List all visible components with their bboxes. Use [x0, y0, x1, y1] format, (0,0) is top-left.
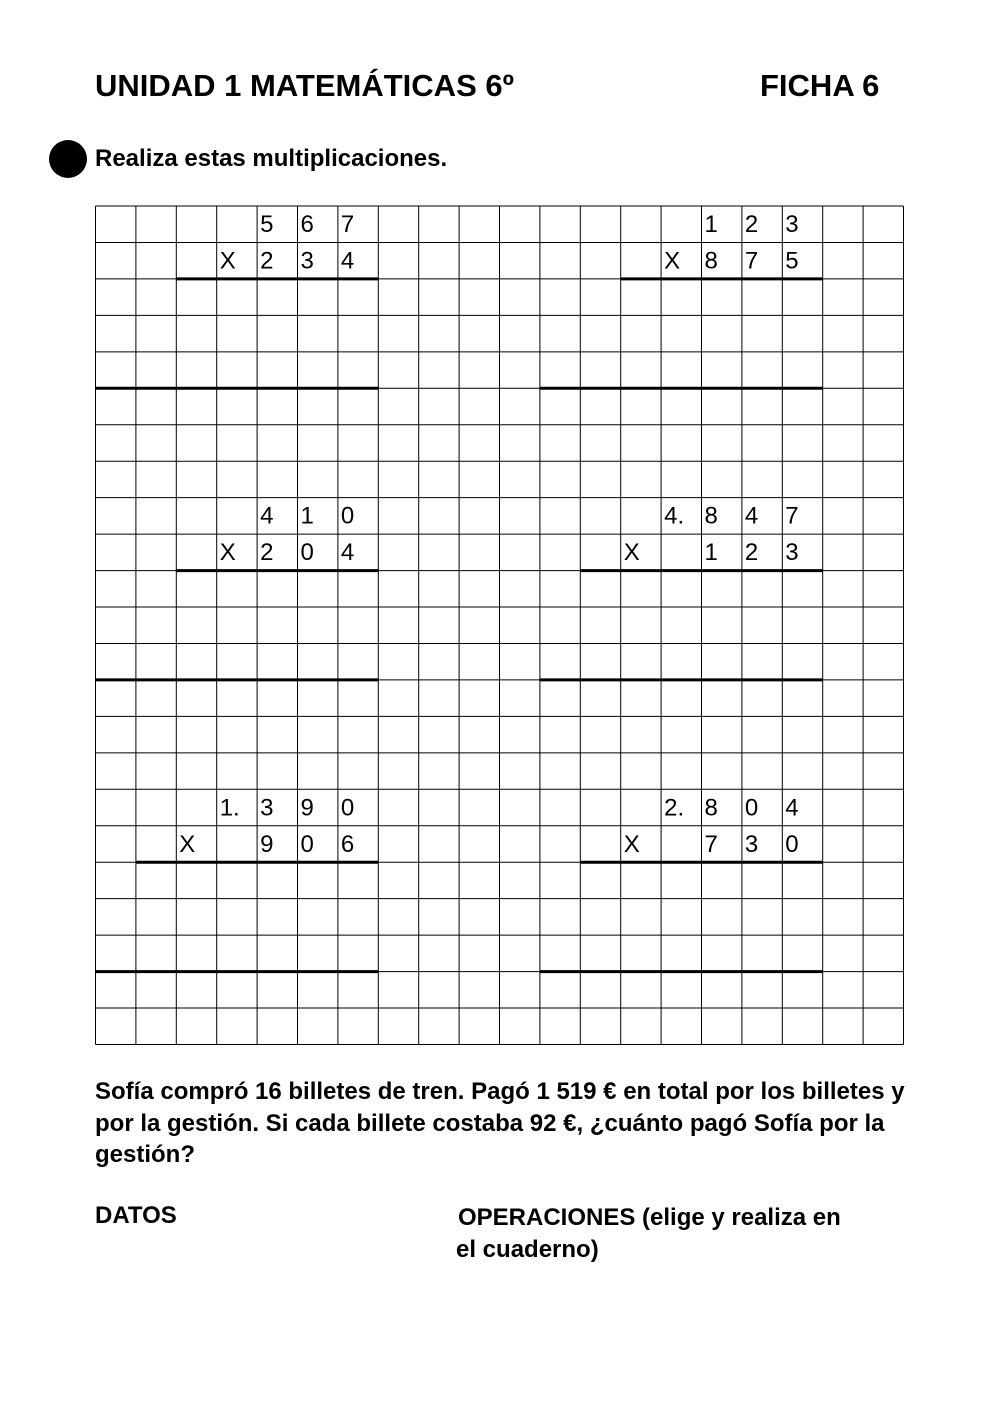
grid-digit: X	[664, 247, 681, 275]
grid-digit: 0	[340, 794, 355, 822]
grid-digit: 1	[704, 211, 718, 238]
grid-digit: 2	[260, 539, 274, 567]
grid-digit: 8	[704, 247, 718, 275]
sheet-number: FICHA 6	[760, 68, 880, 103]
grid-digit: 3	[300, 247, 314, 275]
grid-digit: 3	[785, 211, 799, 238]
grid-digit: 4.	[664, 502, 685, 530]
grid-digit: 9	[260, 830, 274, 858]
grid-digit: 0	[300, 830, 314, 858]
grid-digit: 3	[744, 830, 759, 858]
grid-digit: 2.	[664, 794, 685, 822]
grid-digit: 2	[744, 211, 759, 238]
grid-digit: 0	[340, 502, 355, 530]
grid-digit: 0	[744, 794, 759, 822]
grid-digit: X	[219, 247, 236, 275]
grid-digit: X	[623, 539, 640, 567]
grid-digit: 7	[704, 830, 718, 858]
grid-digit: 2	[260, 247, 274, 275]
grid-digit: 0	[785, 830, 799, 858]
grid-digit: 6	[300, 211, 314, 238]
grid-digit: 7	[340, 211, 355, 238]
grid-digit: X	[219, 539, 236, 567]
grid-digit: 6	[340, 830, 355, 858]
grid-digit: 9	[300, 794, 314, 822]
grid-digit: 5	[785, 247, 799, 275]
grid-digit: 3	[785, 539, 799, 567]
grid-digit: 4	[744, 502, 759, 530]
grid-digit: 8	[704, 794, 718, 822]
operaciones-label	[456, 1202, 916, 1265]
operaciones-line-1: OPERACIONES (elige y realiza en	[458, 1204, 841, 1231]
grid-digit: 2	[744, 539, 759, 567]
grid-digit: 4	[340, 247, 355, 275]
grid-digit: 4	[340, 539, 355, 567]
grid-digit: X	[623, 830, 640, 858]
grid-digit: 1	[300, 502, 314, 530]
operaciones-line-2: el cuaderno)	[456, 1235, 599, 1263]
instruction-text: Realiza estas multiplicaciones.	[95, 145, 448, 172]
grid-digit: 7	[785, 502, 799, 530]
word-problem: Sofía compró 16 billetes de tren. Pagó 1 519 € en total por los billetes y por la gestión. Si cada billete costaba 92 €, ¿cuánto pagó Sofía por la gestión?	[95, 1078, 905, 1168]
grid-digit: 4	[785, 794, 799, 822]
grid-digit: 5	[260, 211, 274, 238]
grid-digit: 7	[744, 247, 759, 275]
grid-digit: 1.	[219, 794, 240, 822]
datos-label: DATOS	[95, 1202, 177, 1229]
grid-digit: 3	[260, 794, 274, 822]
grid-digit: 4	[260, 502, 274, 530]
grid-digit: 8	[704, 502, 718, 530]
grid-digit: X	[179, 830, 196, 858]
grid-digit: 1	[704, 539, 718, 567]
grid-digit: 0	[300, 539, 314, 567]
worksheet-title: UNIDAD 1 MATEMÁTICAS 6º	[95, 68, 514, 103]
